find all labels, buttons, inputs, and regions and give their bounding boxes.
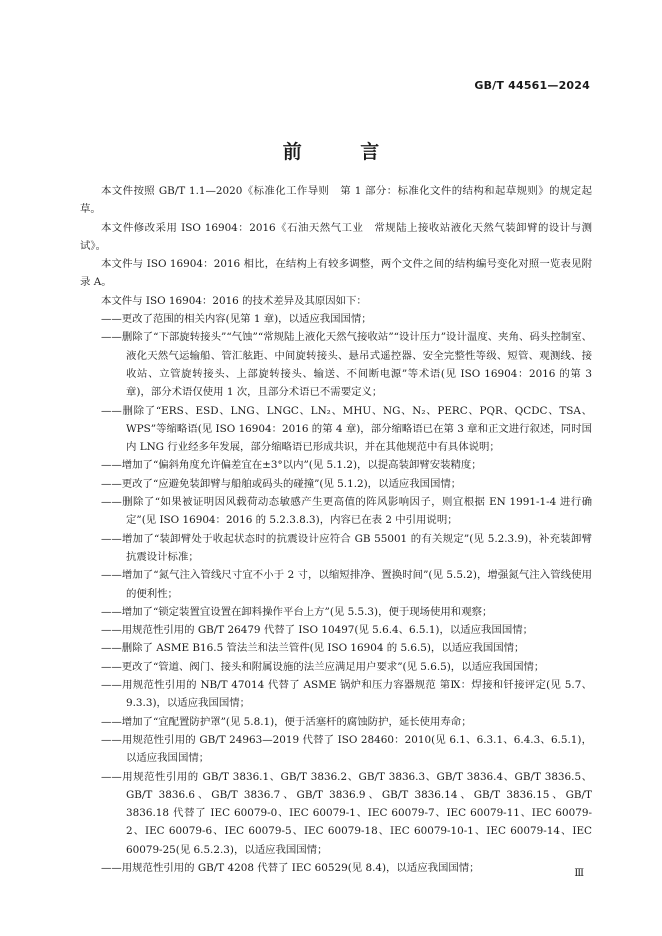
list-item: ——增加了“偏斜角度允许偏差宜在±3°以内”(见 5.1.2)，以提高装卸臂安装精度； — [101, 459, 482, 472]
list-item: ——更改了“管道、阀门、接头和附属设施的法兰应满足用户要求”(见 5.6.5)，以适应我国国情； — [101, 660, 545, 673]
page-title: 前 言 — [282, 141, 406, 163]
list-item: ——删除了“如果被证明因风载荷动态敏感产生更高值的阵风影响因子，则宜根据 EN 1991-1-4 进行确定”(见 ISO 16904：2016 的 5.2.3.8.3)，内容已在表 2 中引用说明； — [101, 496, 592, 527]
paragraph-differences-intro: 本文件与 ISO 16904：2016 的技术差异及其原因如下： — [101, 294, 367, 307]
document-body — [80, 182, 592, 877]
list-item: ——用规范性引用的 GB/T 3836.1、GB/T 3836.2、GB/T 3836.3、GB/T 3836.4、GB/T 3836.5、GB/T 3836.6、GB/T 3836.7、GB/T 3836.9、GB/T 3836.14、GB/T 3836.15、GB/T 3836.18 代替了 IEC 60079-0、IEC 60079-1、IEC 60079-7、IEC 60079-11、IEC 60079-2、IEC 60079-6、IEC 60079-5、IEC 60079-18、IEC 60079-10-1、IEC 60079-14、IEC 60079-25(见 6.5.2.3)，以适应我国国情； — [101, 770, 592, 856]
paragraph-adoption: 本文件修改采用 ISO 16904：2016《石油天然气工业 常规陆上接收站液化天然气装卸臂的设计与测试》。 — [80, 221, 592, 252]
page-number: Ⅲ — [574, 868, 584, 879]
paragraph-structure-change: 本文件与 ISO 16904：2016 相比，在结构上有较多调整，两个文件之间的结构编号变化对照一览表见附录 A。 — [80, 258, 592, 289]
list-item: ——用规范性引用的 GB/T 24963—2019 代替了 ISO 28460：2010(见 6.1、6.3.1、6.4.3、6.5.1)，以适应我国国情； — [101, 733, 592, 765]
list-item: ——用规范性引用的 GB/T 4208 代替了 IEC 60529(见 8.4)，以适应我国国情； — [101, 861, 480, 874]
list-item: ——增加了“锁定装置宜设置在卸料操作平台上方”(见 5.5.3)，便于现场使用和观察； — [101, 605, 493, 618]
list-item: ——更改了范围的相关内容(见第 1 章)，以适应我国国情； — [101, 313, 372, 326]
list-item: ——删除了 ASME B16.5 管法兰和法兰管件(见 ISO 16904 的 5.6.5)，以适应我国国情； — [101, 642, 525, 655]
list-item: ——增加了“装卸臂处于收起状态时的抗震设计应符合 GB 55001 的有关规定”(见 5.2.3.9)，补充装卸臂抗震设计标准； — [101, 532, 592, 563]
standard-code: GB/T 44561—2024 — [474, 79, 590, 92]
list-item: ——删除了“下部旋转接头”“气蚀”“常规陆上液化天然气接收站”“设计压力”设计温度、夹角、码头控制室、液化天然气运输船、管汇舷距、中间旋转接头、悬吊式遥控器、安全完整性等级、短管、观测线、接收站、立管旋转接头、上部旋转接头、输送、不间断电源”等术语(见 ISO 16904：2016 的第 3 章)，部分术语仅使用 1 次，且部分术语已不需要定义； — [101, 331, 592, 399]
list-item: ——更改了“应避免装卸臂与船舶或码头的碰撞”(见 5.1.2)，以适应我国国情； — [101, 477, 462, 490]
list-item: ——增加了“氮气注入管线尺寸宜不小于 2 寸，以缩短排净、置换时间”(见 5.5.2)，增强氮气注入管线使用的便利性； — [101, 569, 592, 600]
list-item: ——增加了“宜配置防护罩”(见 5.8.1)，便于活塞杆的腐蚀防护，延长使用寿命； — [101, 715, 472, 728]
list-item: ——删除了“ERS、ESD、LNG、LNGC、LN₂、MHU、NG、N₂、PERC、PQR、QCDC、TSA、WPS”等缩略语(见 ISO 16904：2016 的第 4 章)，部分缩略语已在第 3 章和正文进行叙述，同时国内 LNG 行业经多年发展，部分缩略语已形成共识，并在其他规范中有具体说明； — [101, 404, 592, 454]
list-item: ——用规范性引用的 NB/T 47014 代替了 ASME 锅炉和压力容器规范 第Ⅸ：焊接和钎接评定(见 5.7、9.3.3)，以适应我国国情； — [101, 679, 592, 710]
list-item: ——用规范性引用的 GB/T 26479 代替了 ISO 10497(见 5.6.4、6.5.1)，以适应我国国情； — [101, 624, 534, 637]
paragraph-drafting-rule: 本文件按照 GB/T 1.1—2020《标准化工作导则 第 1 部分：标准化文件的结构和起草规则》的规定起草。 — [80, 185, 592, 216]
